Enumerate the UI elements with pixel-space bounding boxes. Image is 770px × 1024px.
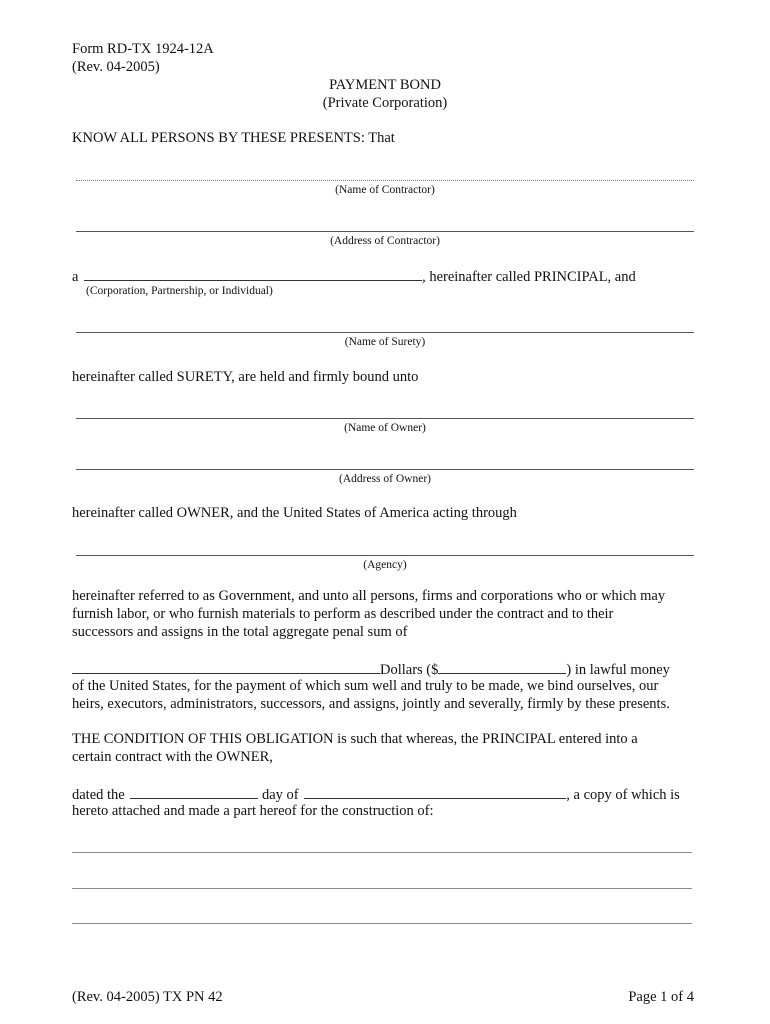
dated-the-label: dated the [72, 787, 125, 803]
condition-line-2: certain contract with the OWNER, [72, 749, 273, 765]
principal-suffix: , hereinafter called PRINCIPAL, and [422, 269, 636, 285]
construction-line-3[interactable] [72, 923, 692, 924]
construction-line-1[interactable] [72, 852, 692, 853]
caption-contractor-name: (Name of Contractor) [335, 184, 435, 196]
intro-text: KNOW ALL PERSONS BY THESE PRESENTS: That [72, 130, 395, 146]
dollars-label: Dollars ($ [380, 662, 439, 678]
owner-text: hereinafter called OWNER, and the United States of America acting through [72, 505, 517, 521]
month-year-blank[interactable] [304, 784, 566, 799]
day-blank[interactable] [130, 784, 258, 799]
contractor-address-line[interactable] [76, 231, 694, 232]
owner-name-line[interactable] [76, 418, 694, 419]
owner-address-line[interactable] [76, 469, 694, 470]
lawful-money-text: ) in lawful money [566, 662, 670, 678]
caption-contractor-address: (Address of Contractor) [330, 235, 440, 247]
government-line-1: hereinafter referred to as Government, and unto all persons, firms and corporations who or which may [72, 588, 666, 604]
caption-entity-type: (Corporation, Partnership, or Individual) [86, 285, 273, 297]
amount-figures-blank[interactable] [438, 659, 566, 674]
condition-line-1: THE CONDITION OF THIS OBLIGATION is such that whereas, the PRINCIPAL entered into a [72, 731, 638, 747]
caption-surety-name: (Name of Surety) [344, 336, 426, 348]
caption-agency: (Agency) [363, 559, 407, 571]
caption-owner-address: (Address of Owner) [339, 473, 431, 485]
payment-line-1: of the United States, for the payment of which sum well and truly to be made, we bind ourselves, our [72, 678, 659, 694]
entity-type-blank[interactable] [84, 266, 422, 281]
page-number: Page 1 of 4 [628, 989, 694, 1005]
government-line-2: furnish labor, or who furnish materials to perform as described under the contract and to their [72, 606, 614, 622]
amount-words-blank[interactable] [72, 659, 380, 674]
construction-line-2[interactable] [72, 888, 692, 889]
a-prefix: a [72, 269, 79, 285]
surety-name-line[interactable] [76, 332, 694, 333]
day-of-label: day of [262, 787, 299, 803]
government-line-3: successors and assigns in the total aggregate penal sum of [72, 624, 408, 640]
document-title: PAYMENT BOND [329, 77, 441, 93]
surety-text: hereinafter called SURETY, are held and firmly bound unto [72, 369, 419, 385]
form-number: Form RD-TX 1924-12A [72, 41, 214, 57]
attached-text: hereto attached and made a part hereof for the construction of: [72, 803, 434, 819]
caption-owner-name: (Name of Owner) [344, 422, 426, 434]
agency-line[interactable] [76, 555, 694, 556]
contractor-name-line[interactable] [76, 180, 694, 181]
dollars-line [72, 659, 670, 679]
form-revision: (Rev. 04-2005) [72, 59, 160, 75]
payment-line-2: heirs, executors, administrators, successors, and assigns, jointly and severally, firmly by these presents. [72, 696, 670, 712]
document-subtitle: (Private Corporation) [322, 95, 448, 111]
dated-line [72, 784, 680, 804]
copy-text: , a copy of which is [566, 787, 680, 803]
principal-line [72, 266, 636, 286]
footer-revision: (Rev. 04-2005) TX PN 42 [72, 989, 223, 1005]
